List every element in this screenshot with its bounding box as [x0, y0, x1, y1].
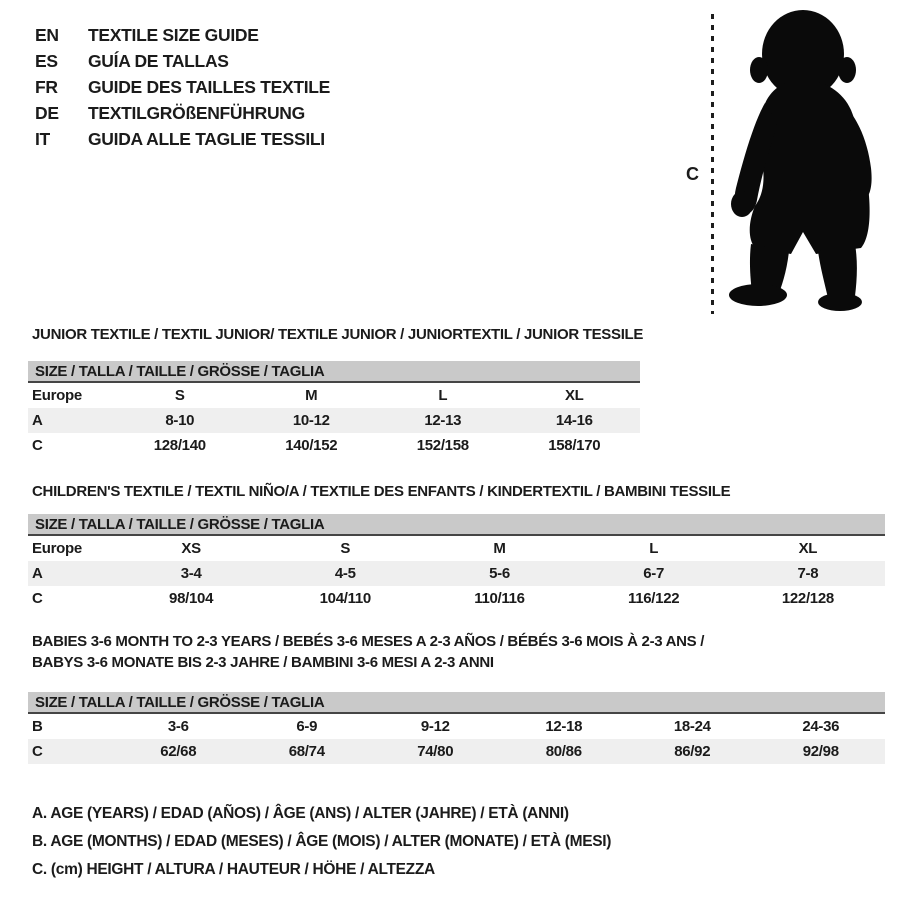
row-label-cell: C — [32, 743, 43, 760]
language-code: FR — [35, 77, 58, 97]
size-header-bar: SIZE / TALLA / TAILLE / GRÖSSE / TAGLIA — [28, 692, 885, 714]
measurement-figure — [680, 6, 895, 318]
size-cell: 5-6 — [489, 565, 510, 582]
language-code: DE — [35, 103, 59, 123]
size-cell: 86/92 — [674, 743, 711, 760]
language-row — [35, 48, 330, 74]
size-cell: 122/128 — [781, 590, 834, 607]
language-row — [35, 100, 330, 126]
footnote-c: C. (cm) HEIGHT / ALTURA / HAUTEUR / HÖHE / ALTEZZA — [32, 861, 435, 878]
row-label-cell: C — [32, 437, 43, 454]
size-cell: 74/80 — [417, 743, 454, 760]
section-title-line: BABIES 3-6 MONTH TO 2-3 YEARS / BEBÉS 3-6 MESES A 2-3 AÑOS / BÉBÉS 3-6 MOIS À 2-3 ANS / — [32, 633, 705, 650]
size-cell: 68/74 — [288, 743, 325, 760]
table-row — [28, 408, 640, 433]
size-cell: 8-10 — [165, 412, 195, 429]
footnote-b: B. AGE (MONTHS) / EDAD (MESES) / ÂGE (MOIS) / ALTER (MONATE) / ETÀ (MESI) — [32, 833, 612, 850]
table-row — [28, 383, 640, 408]
size-cell: 7-8 — [797, 565, 819, 582]
size-cell: 116/122 — [628, 590, 680, 607]
size-cell: S — [340, 540, 351, 557]
row-label-cell: C — [32, 590, 43, 607]
size-cell: XS — [181, 540, 201, 557]
size-cell: 24-36 — [802, 718, 840, 735]
language-code: EN — [35, 25, 59, 45]
size-cell: 104/110 — [319, 590, 371, 607]
size-cell: 92/98 — [802, 743, 839, 760]
language-title: GUIDA ALLE TAGLIE TESSILI — [88, 129, 325, 149]
section-title-line: BABYS 3-6 MONATE BIS 2-3 JAHRE / BAMBINI 3-6 MESI A 2-3 ANNI — [32, 654, 494, 671]
size-cell: 110/116 — [474, 590, 525, 607]
size-cell: 14-16 — [555, 412, 593, 429]
table-row — [28, 714, 885, 739]
size-cell: 12-13 — [424, 412, 462, 429]
size-cell: 12-18 — [545, 718, 583, 735]
row-label-cell: A — [32, 412, 43, 429]
section-title-children: CHILDREN'S TEXTILE / TEXTIL NIÑO/A / TEXTILE DES ENFANTS / KINDERTEXTIL / BAMBINI TESSILE — [32, 483, 731, 500]
language-title: TEXTILE SIZE GUIDE — [88, 25, 259, 45]
size-cell: M — [305, 387, 318, 404]
height-measure-label: C — [686, 164, 699, 184]
size-cell: 3-4 — [180, 565, 202, 582]
size-cell: L — [649, 540, 659, 557]
footnote-a: A. AGE (YEARS) / EDAD (AÑOS) / ÂGE (ANS) / ALTER (JAHRE) / ETÀ (ANNI) — [32, 805, 569, 822]
size-cell: 128/140 — [153, 437, 206, 454]
footnote-legend — [32, 800, 611, 884]
size-cell: XL — [798, 540, 818, 557]
language-title: TEXTILGRÖßENFÜHRUNG — [88, 103, 305, 123]
language-title: GUÍA DE TALLAS — [88, 51, 229, 71]
size-header-bar: SIZE / TALLA / TAILLE / GRÖSSE / TAGLIA — [28, 361, 640, 383]
height-dashed-line — [711, 14, 714, 314]
babies-size-table — [28, 714, 885, 764]
row-label-cell: B — [32, 718, 43, 735]
language-code: IT — [35, 129, 50, 149]
table-row — [28, 433, 640, 458]
row-label-cell: A — [32, 565, 43, 582]
size-cell: S — [174, 387, 185, 404]
size-cell: L — [438, 387, 448, 404]
language-code: ES — [35, 51, 58, 71]
row-label-cell: Europe — [32, 387, 82, 404]
toddler-silhouette-icon — [725, 8, 895, 313]
size-cell: 6-7 — [643, 565, 665, 582]
table-row — [28, 561, 885, 586]
size-cell: 158/170 — [548, 437, 601, 454]
section-title-junior: JUNIOR TEXTILE / TEXTIL JUNIOR/ TEXTILE JUNIOR / JUNIORTEXTIL / JUNIOR TESSILE — [32, 326, 644, 343]
language-row — [35, 22, 330, 48]
size-cell: 9-12 — [420, 718, 450, 735]
size-cell: XL — [564, 387, 584, 404]
language-row — [35, 74, 330, 100]
junior-size-table — [28, 383, 640, 458]
table-row — [28, 739, 885, 764]
row-label-cell: Europe — [32, 540, 82, 557]
section-title-babies — [32, 631, 704, 673]
table-row — [28, 586, 885, 611]
size-cell: 80/86 — [545, 743, 582, 760]
size-cell: 140/152 — [285, 437, 338, 454]
size-cell: 10-12 — [292, 412, 330, 429]
size-cell: 18-24 — [673, 718, 711, 735]
size-cell: 6-9 — [296, 718, 318, 735]
size-cell: 98/104 — [169, 590, 214, 607]
table-row — [28, 536, 885, 561]
size-cell: 3-6 — [167, 718, 189, 735]
size-cell: 62/68 — [160, 743, 197, 760]
size-cell: M — [493, 540, 506, 557]
size-header-bar: SIZE / TALLA / TAILLE / GRÖSSE / TAGLIA — [28, 514, 885, 536]
language-title-list — [35, 22, 330, 152]
language-title: GUIDE DES TAILLES TEXTILE — [88, 77, 331, 97]
size-cell: 4-5 — [334, 565, 356, 582]
language-row — [35, 126, 330, 152]
children-size-table — [28, 536, 885, 611]
size-cell: 152/158 — [416, 437, 469, 454]
